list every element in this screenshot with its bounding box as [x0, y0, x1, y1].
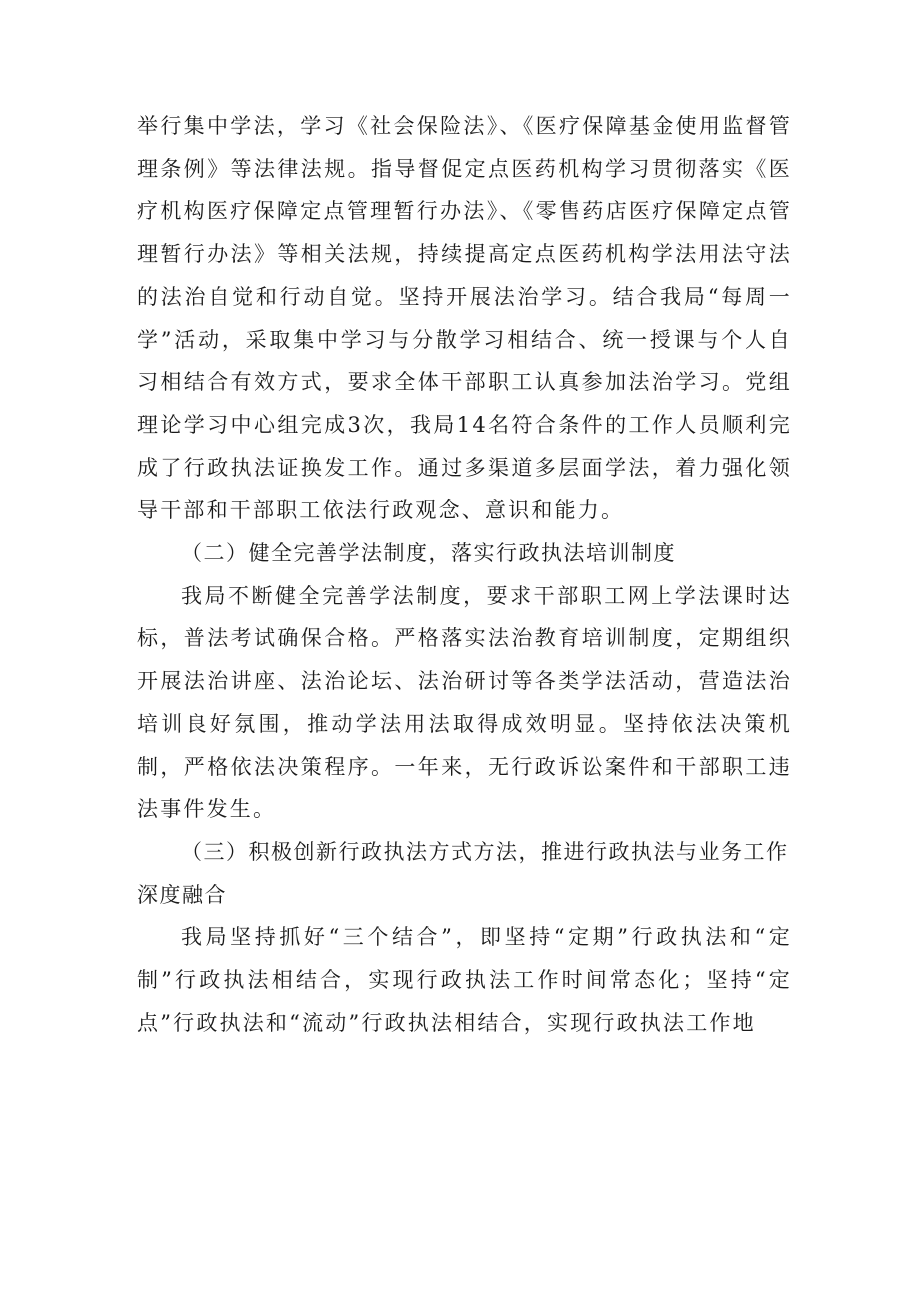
body-paragraph-1: 举行集中学法，学习《社会保险法》、《医疗保障基金使用监督管理条例》等法律法规。指导督促定点医药机构学习贯彻落实《医疗机构医疗保障定点管理暂行办法》、《零售药店医疗保障定点管理暂行办法》等相关法规，持续提高定点医药机构学法用法守法的法治自觉和行动自觉。坚持开展法治学习。结合我局“每周一学”活动，采取集中学习与分散学习相结合、统一授课与个人自习相结合有效方式，要求全体干部职工认真参加法治学习。党组理论学习中心组完成3次，我局14名符合条件的工作人员顺利完成了行政执法证换发工作。通过多渠道多层面学法，着力强化领导干部和干部职工依法行政观念、意识和能力。	[137, 114, 792, 523]
section-heading-2: （二）健全完善学法制度，落实行政执法培训制度	[181, 541, 676, 566]
body-paragraph-3: 我局坚持抓好“三个结合”，即坚持“定期”行政执法和“定制”行政执法相结合，实现行政执法工作时间常态化；坚持“定点”行政执法和“流动”行政执法相结合，实现行政执法工作地	[137, 925, 792, 1035]
document-page	[137, 105, 792, 1044]
section-heading-3: （三）积极创新行政执法方式方法，推进行政执法与业务工作深度融合	[137, 839, 789, 907]
body-paragraph-2: 我局不断健全完善学法制度，要求干部职工网上学法课时达标，普法考试确保合格。严格落实法治教育培训制度，定期组织开展法治讲座、法治论坛、法治研讨等各类学法活动，营造法治培训良好氛围，推动学法用法取得成效明显。坚持依法决策机制，严格依法决策程序。一年来，无行政诉讼案件和干部职工违法事件发生。	[137, 583, 792, 822]
